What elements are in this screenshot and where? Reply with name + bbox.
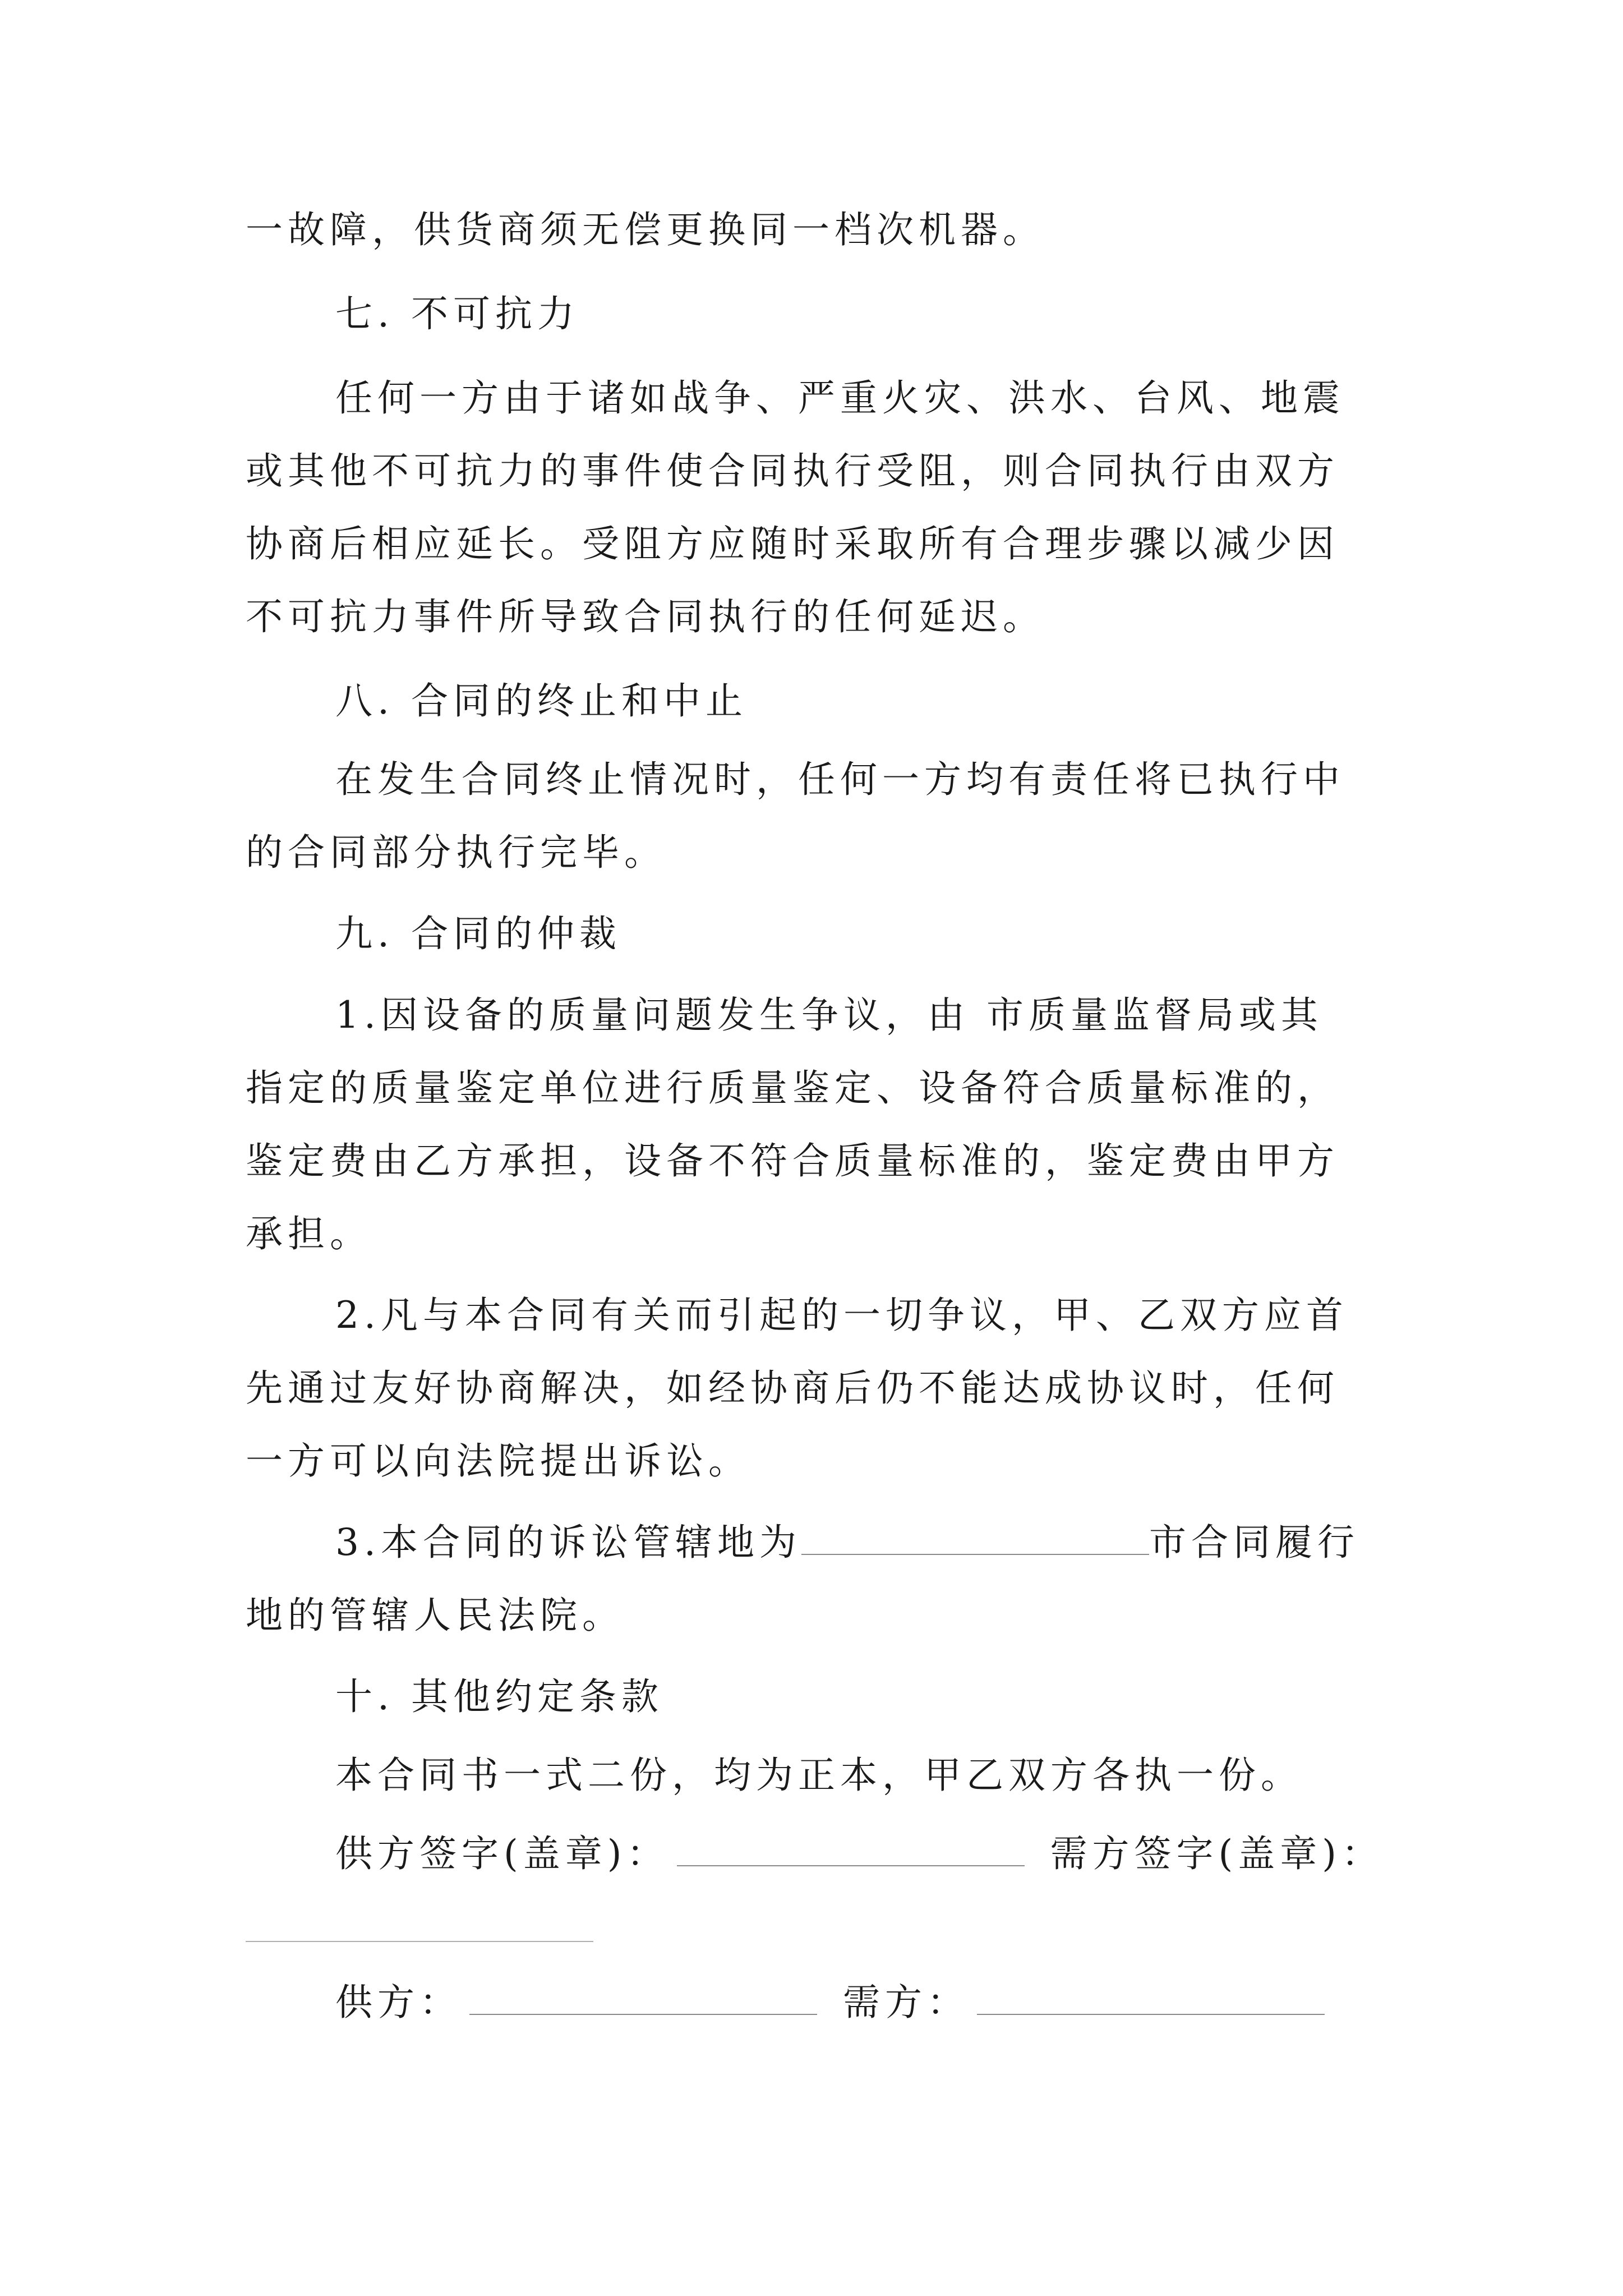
section-heading-force-majeure: 七. 不可抗力 — [335, 292, 579, 335]
signature-line — [335, 1832, 1384, 1876]
text-line: 指定的质量鉴定单位进行质量鉴定、设备符合质量标准的， — [246, 1066, 1339, 1110]
supplier-label: 供方： — [335, 1981, 462, 2024]
section-heading-other-terms: 十. 其他约定条款 — [335, 1675, 663, 1718]
section-heading-termination: 八. 合同的终止和中止 — [335, 679, 748, 723]
text-line: 在发生合同终止情况时，任何一方均有责任将已执行中 — [335, 758, 1345, 801]
jurisdiction-text: 3.本合同的诉讼管辖地为 — [335, 1521, 801, 1564]
supplier-signature-blank — [677, 1833, 1025, 1866]
text-line: 一故障，供货商须无偿更换同一档次机器。 — [246, 208, 1045, 251]
party-line — [335, 1980, 1325, 2025]
buyer-name-blank — [977, 1981, 1325, 2015]
buyer-signature-label: 需方签字(盖章)： — [1050, 1832, 1384, 1875]
text-line: 不可抗力事件所导致合同执行的任何延迟。 — [246, 595, 1045, 638]
text-line: 1.因设备的质量问题发生争议，由 市质量监督局或其 — [335, 993, 1323, 1037]
jurisdiction-line — [335, 1520, 1359, 1565]
text-line: 鉴定费由乙方承担，设备不符合质量标准的，鉴定费由甲方 — [246, 1139, 1339, 1182]
jurisdiction-text-end: 市合同履行 — [1149, 1521, 1359, 1564]
text-line: 或其他不可抗力的事件使合同执行受阻，则合同执行由双方 — [246, 449, 1339, 493]
supplier-name-blank — [469, 1981, 817, 2015]
text-line: 先通过友好协商解决，如经协商后仍不能达成协议时，任何 — [246, 1366, 1339, 1410]
buyer-signature-blank — [246, 1941, 593, 1942]
text-line: 协商后相应延长。受阻方应随时采取所有合理步骤以减少因 — [246, 522, 1339, 565]
text-line: 地的管辖人民法院。 — [246, 1594, 624, 1637]
text-line: 一方可以向法院提出诉讼。 — [246, 1439, 750, 1483]
text-line: 的合同部分执行完毕。 — [246, 831, 666, 874]
text-line: 任何一方由于诸如战争、严重火灾、洪水、台风、地震 — [335, 376, 1345, 420]
section-heading-arbitration: 九. 合同的仲裁 — [335, 912, 621, 955]
text-line: 2.凡与本合同有关而引起的一切争议，甲、乙双方应首 — [335, 1294, 1348, 1337]
text-line: 本合同书一式二份，均为正本，甲乙双方各执一份。 — [335, 1754, 1303, 1797]
buyer-label: 需方： — [843, 1981, 969, 2024]
jurisdiction-blank — [801, 1521, 1149, 1555]
supplier-signature-label: 供方签字(盖章)： — [335, 1832, 669, 1875]
text-line: 承担。 — [246, 1212, 372, 1255]
